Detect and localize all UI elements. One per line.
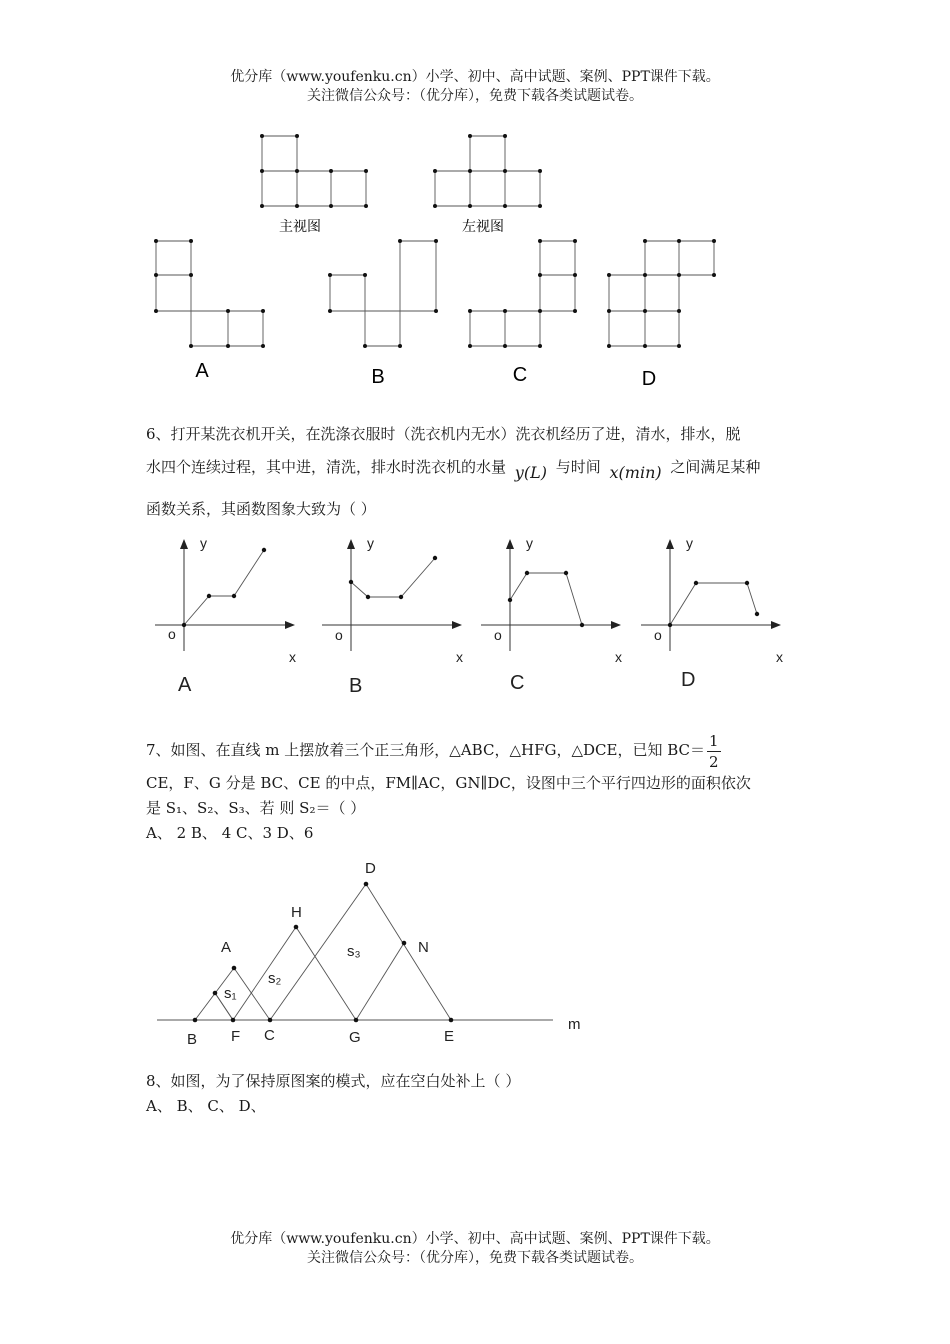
q7-area-s1-label: s₁ [224, 985, 237, 1002]
q7-point-a-label: A [221, 939, 232, 956]
q6-graph-a-x-label: x [289, 649, 296, 665]
q6-x-expression: x(min) [609, 463, 662, 482]
q6-option-a-label: A [178, 674, 192, 696]
q6-y-expression: y(L) [514, 463, 547, 482]
q6-graph-d-x-label: x [776, 649, 783, 665]
q6-graph-b-y-label: y [367, 535, 374, 551]
q7-point-f-label: F [231, 1028, 241, 1045]
q6-line-2-part-c: 之间满足某种 [670, 458, 761, 476]
q8-line-1: 8、如图，为了保持原图案的模式，应在空白处补上（ ） [146, 1072, 521, 1090]
q6-line-1: 6、打开某洗衣机开关，在洗涤衣服时（洗衣机内无水）洗衣机经历了进，清水，排水，脱 [146, 425, 741, 443]
header-line-2: 关注微信公众号：（优分库），免费下载各类试题试卷。 [307, 88, 643, 104]
q7-fraction-denominator: 2 [709, 752, 719, 771]
q7-area-s3-label: s₃ [347, 943, 361, 960]
q7-point-g-label: G [349, 1029, 361, 1046]
q8-options: A、 B、 C、 D、 [146, 1097, 266, 1115]
q6-line-2-part-b: 与时间 [555, 458, 601, 476]
q5-option-a-label: A [195, 360, 209, 382]
q7-line-3: 是 S₁、S₂、S₃、若 则 S₂＝（ ） [146, 799, 366, 817]
q6-option-b-label: B [349, 675, 363, 697]
q6-line-2-part-a: 水四个连续过程，其中进，清洗，排水时洗衣机的水量 [146, 458, 507, 476]
q7-line-2: CE，F、G 分是 BC、CE 的中点，FM∥AC，GN∥DC，设图中三个平行四边形的面积依次 [146, 774, 751, 792]
header-line-1: 优分库（www.youfenku.cn）小学、初中、高中试题、案例、PPT课件下载。 [230, 69, 720, 85]
q6-option-c-label: C [510, 672, 525, 694]
q6-graph-b-x-label: x [456, 649, 463, 665]
q6-graph-c-y-label: y [526, 535, 533, 551]
q6-graph-b-origin: o [335, 627, 343, 643]
q6-graph-a-y-label: y [200, 535, 207, 551]
q5-option-b-label: B [371, 366, 385, 388]
q6-line-3: 函数关系，其函数图象大致为（ ） [146, 500, 376, 518]
q6-graph-c-x-label: x [615, 649, 622, 665]
q7-point-b-label: B [187, 1031, 198, 1048]
q7-line-1-text: 7、如图、在直线 m 上摆放着三个正三角形，△ABC，△HFG，△DCE，已知 BC＝ [146, 741, 705, 759]
front-view-label: 主视图 [279, 218, 321, 234]
q7-point-c-label: C [264, 1027, 275, 1044]
q7-point-h-label: H [291, 904, 302, 921]
left-view-label: 左视图 [462, 218, 504, 234]
q7-area-s2-label: s₂ [268, 970, 282, 987]
q7-point-d-label: D [365, 860, 376, 877]
q7-line-m-label: m [568, 1016, 581, 1033]
q6-option-d-label: D [681, 669, 696, 691]
q5-option-d-label: D [641, 368, 657, 390]
footer-line-2: 关注微信公众号：（优分库），免费下载各类试题试卷。 [307, 1250, 643, 1266]
q6-graph-a-origin: o [168, 626, 176, 642]
q7-fraction-numerator: 1 [709, 731, 719, 750]
q6-graph-c-origin: o [494, 627, 502, 643]
q7-point-e-label: E [444, 1028, 455, 1045]
footer-line-1: 优分库（www.youfenku.cn）小学、初中、高中试题、案例、PPT课件下载。 [230, 1231, 720, 1247]
q7-point-n-label: N [418, 939, 429, 956]
q7-options: A、 2 B、 4 C、3 D、6 [146, 824, 314, 842]
q6-graph-d-origin: o [654, 627, 662, 643]
q6-graph-d-y-label: y [686, 535, 693, 551]
q5-option-c-label: C [512, 364, 528, 386]
